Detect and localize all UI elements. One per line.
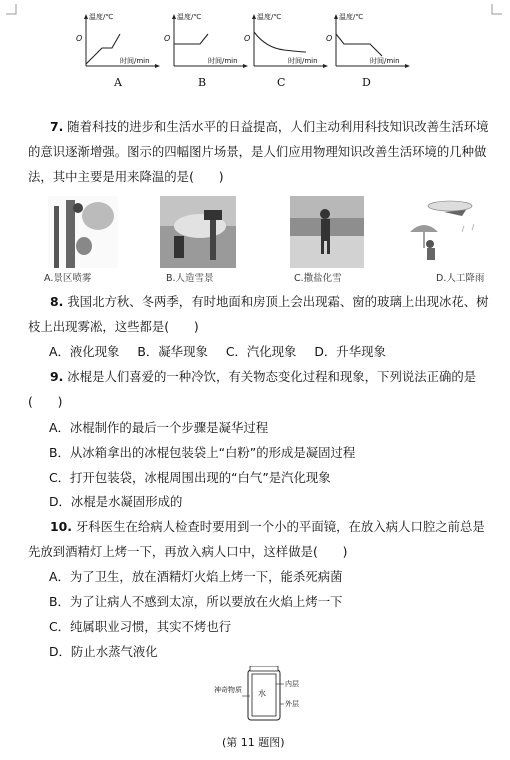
- figure-11-container-diagram: [214, 666, 314, 722]
- question-9: [28, 364, 490, 414]
- graph-d-letter: D: [362, 76, 371, 89]
- q8-option-a: A．液化现象: [49, 344, 120, 359]
- question-8-text: 我国北方秋、冬两季，有时地面和房顶上会出现霜、窗的玻璃上出现冰花、树枝上出现雾凇，这些都是( ): [28, 294, 489, 334]
- figure-11-label-water: 水: [258, 689, 266, 698]
- caption-d-artificial-rain: D.人工降雨: [436, 273, 485, 284]
- q10-option-a: A．为了卫生，放在酒精灯火焰上烤一下，能杀死病菌: [49, 569, 343, 584]
- question-7: [28, 114, 490, 189]
- graph-c: [240, 12, 333, 72]
- q8-option-c: C．汽化现象: [225, 344, 297, 359]
- graph-c-letter: C: [277, 76, 286, 89]
- question-8: [28, 289, 490, 339]
- figure-11-label-magic-substance: 神奇物质: [214, 686, 242, 694]
- question-7-text: 随着科技的进步和生活水平的日益提高，人们主动利用科技知识改善生活环境的意识逐渐增强。图示的四幅图片场景，是人们应用物理知识改善生活环境的几种做法，其中主要是用来降温的是( ): [28, 119, 489, 184]
- graph-a: [72, 12, 162, 72]
- question-8-options: [49, 342, 400, 360]
- graph-d-origin: O: [326, 34, 333, 43]
- caption-c-salt-snow-melting: C.撒盐化雪: [294, 273, 342, 284]
- question-10-text: 牙科医生在给病人检查时要用到一个小的平面镜，在放入病人口腔之前总是先放到酒精灯上烤一下，再放入病人口中，这样做是( ): [28, 519, 485, 559]
- q9-option-c: C．打开包装袋，冰棍周围出现的“白气”是汽化现象: [49, 470, 331, 485]
- graph-a-y-label: 温度/℃: [89, 13, 114, 21]
- q8-option-b: B．凝华现象: [137, 344, 208, 359]
- q9-option-d: D．冰棍是水凝固形成的: [49, 494, 183, 509]
- photo-scenic-spray: [48, 196, 118, 268]
- graph-b-letter: B: [198, 76, 207, 89]
- figure-11-label-inner-layer: 内层: [285, 680, 299, 688]
- graph-b: [160, 12, 250, 72]
- corner-mark-top-right: [490, 4, 502, 16]
- graph-a-letter: A: [114, 76, 122, 89]
- graph-c-origin: O: [244, 34, 251, 43]
- figure-11-label-outer-layer: 外层: [285, 700, 299, 708]
- question-10-number: 10.: [50, 519, 72, 534]
- question-9-number: 9.: [50, 369, 64, 384]
- graph-a-origin: O: [76, 34, 83, 43]
- corner-mark-top-left: [6, 4, 18, 16]
- q8-option-d: D．升华现象: [314, 344, 386, 359]
- photo-artificial-snow: [160, 196, 236, 268]
- q9-option-a: A．冰棍制作的最后一个步骤是凝华过程: [49, 420, 269, 435]
- graph-b-origin: O: [164, 34, 171, 43]
- graph-b-x-label: 时间/min: [208, 57, 238, 65]
- illustration-artificial-rain: [404, 196, 488, 268]
- graph-d-x-label: 时间/min: [370, 57, 400, 65]
- question-7-number: 7.: [50, 119, 64, 134]
- question-8-number: 8.: [50, 294, 64, 309]
- caption-b-artificial-snow: B.人造雪景: [166, 273, 214, 284]
- q10-option-b: B．为了让病人不感到太凉，所以要放在火焰上烤一下: [49, 594, 343, 609]
- photo-salt-snow-melting: [290, 196, 364, 268]
- q9-option-b: B．从冰箱拿出的冰棍包装袋上“白粉”的形成是凝固过程: [49, 445, 356, 460]
- graph-c-x-label: 时间/min: [288, 57, 318, 65]
- graph-d: [322, 12, 412, 72]
- graph-b-y-label: 温度/℃: [177, 13, 202, 21]
- q10-option-c: C．纯属职业习惯，其实不烤也行: [49, 619, 232, 634]
- question-9-text: 冰棍是人们喜爱的一种冷饮，有关物态变化过程和现象，下列说法正确的是( ): [28, 369, 477, 409]
- figure-11-caption: (第 11 题图): [222, 736, 285, 749]
- question-10: [28, 514, 490, 564]
- caption-a-scenic-spray: A.景区喷雾: [44, 273, 92, 284]
- graph-a-x-label: 时间/min: [120, 57, 150, 65]
- graph-d-y-label: 温度/℃: [339, 13, 364, 21]
- q10-option-d: D．防止水蒸气液化: [49, 644, 158, 659]
- graph-c-y-label: 温度/℃: [257, 13, 282, 21]
